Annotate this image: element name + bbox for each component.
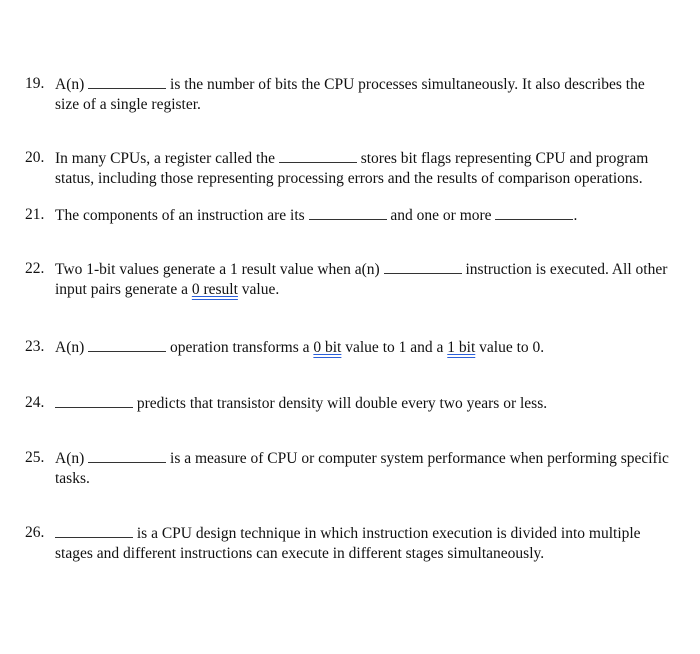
question-23 <box>25 337 697 358</box>
question-text: operation transforms a <box>166 339 314 356</box>
question-number: 24. <box>25 394 45 411</box>
question-number: 25. <box>25 449 45 466</box>
question-text: A(n) <box>55 76 89 93</box>
answer-blank[interactable] <box>55 393 133 408</box>
question-19 <box>25 74 697 115</box>
question-number: 20. <box>25 149 45 166</box>
question-text: stages and different instructions can execute in different stages simultaneously. <box>55 545 545 562</box>
question-text: input pairs generate a <box>55 281 192 298</box>
question-number: 23. <box>25 338 45 355</box>
spellcheck-text[interactable]: 0 bit <box>313 339 342 356</box>
question-21 <box>25 205 697 226</box>
question-text: . <box>573 207 578 224</box>
spellcheck-text[interactable]: 1 bit <box>447 339 476 356</box>
question-number: 19. <box>25 75 45 92</box>
question-text: and one or more <box>386 207 496 224</box>
question-text: A(n) <box>55 339 89 356</box>
question-text: Two 1-bit values generate a 1 result value when a(n) <box>55 261 384 278</box>
question-number: 22. <box>25 260 45 277</box>
question-text: The components of an instruction are its <box>55 207 309 224</box>
question-text: is a CPU design technique in which instruction execution is divided into multiple <box>133 525 641 542</box>
answer-blank[interactable] <box>55 523 133 538</box>
answer-blank[interactable] <box>88 448 166 463</box>
question-text: In many CPUs, a register called the <box>55 150 279 167</box>
question-text: value. <box>237 281 280 298</box>
question-text: tasks. <box>55 470 90 487</box>
question-number: 26. <box>25 524 45 541</box>
question-text: is a measure of CPU or computer system performance when performing specific <box>166 450 669 467</box>
question-text: status, including those representing processing errors and the results of comparison operations. <box>55 170 643 187</box>
answer-blank[interactable] <box>279 148 357 163</box>
answer-blank[interactable] <box>384 259 462 274</box>
answer-blank[interactable] <box>309 205 387 220</box>
question-text: value to 1 and a <box>341 339 448 356</box>
question-text: is the number of bits the CPU processes simultaneously. It also describes the <box>166 76 645 93</box>
question-text: A(n) <box>55 450 89 467</box>
answer-blank[interactable] <box>495 205 573 220</box>
question-number: 21. <box>25 206 45 223</box>
question-20 <box>25 148 697 189</box>
spellcheck-text[interactable]: 0 result <box>191 281 238 298</box>
question-text: value to 0. <box>475 339 545 356</box>
question-25 <box>25 448 697 489</box>
question-24 <box>25 393 697 414</box>
question-26 <box>25 523 697 564</box>
question-text: size of a single register. <box>55 96 201 113</box>
question-text: instruction is executed. All other <box>461 261 668 278</box>
question-22 <box>25 259 697 300</box>
answer-blank[interactable] <box>88 337 166 352</box>
question-text: predicts that transistor density will double every two years or less. <box>133 395 548 412</box>
answer-blank[interactable] <box>88 74 166 89</box>
question-text: stores bit flags representing CPU and program <box>356 150 649 167</box>
